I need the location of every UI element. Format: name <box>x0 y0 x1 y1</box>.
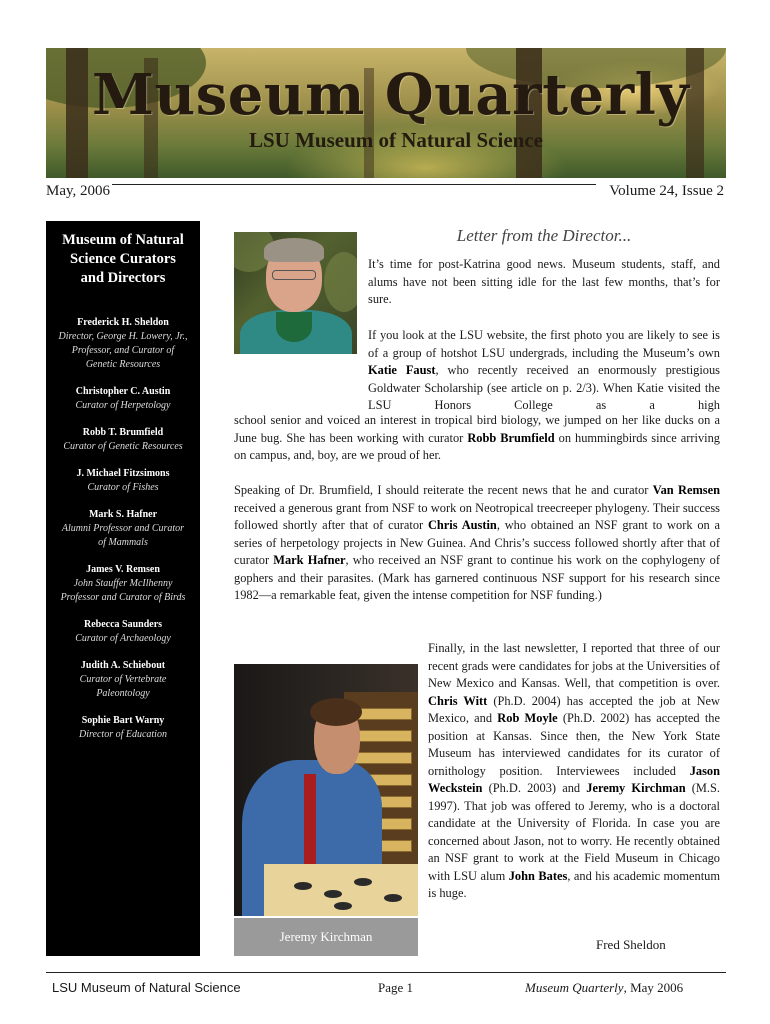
person-role: Curator of Fishes <box>87 482 159 493</box>
footer-publication: Museum Quarterly, May 2006 <box>525 980 684 995</box>
person-role: Curator of Archaeology <box>75 633 171 644</box>
sidebar-person <box>46 426 200 454</box>
sidebar-person <box>46 385 200 413</box>
photo-caption: Jeremy Kirchman <box>234 918 418 956</box>
page-number: Page 1 <box>378 980 414 995</box>
footer-divider <box>46 972 726 973</box>
highlight-name: Van Remsen <box>652 483 720 497</box>
highlight-name: Chris Witt <box>428 693 488 708</box>
letter-paragraph-1: It’s time for post-Katrina good news. Museum students, staff, and alums have not been sitting idle for the last few months, that’s for sure. <box>368 257 720 306</box>
letter-paragraph-2-continued: school senior and voiced an interest in tropical bird biology, we jumped on her like ducks on a June bug. She has been working with curator Robb Brumfield on hummingbirds since arriving on campus, and, boy, are we proud of her. <box>234 413 720 462</box>
sidebar-person <box>46 714 200 742</box>
letter-title: Letter from the Director... <box>456 226 632 245</box>
letter-paragraph-2: If you look at the LSU website, the first photo you are likely to see is of a group of hotshot LSU undergrads, including the Museum’s own Katie Faust, who recently received an enormously prestigious Goldwater Scholarship (see article on p. 2/3). When Katie visited the LSU Honors College as a high <box>368 328 720 412</box>
letter-signature: Fred Sheldon <box>596 937 666 952</box>
highlight-name: Mark Hafner <box>273 553 346 567</box>
header-divider <box>112 184 596 185</box>
person-role: Curator of Vertebrate Paleontology <box>79 674 167 699</box>
kirchman-photo <box>234 664 418 916</box>
person-name: Robb T. Brumfield <box>82 427 164 438</box>
curators-sidebar <box>46 221 200 956</box>
sidebar-person <box>46 563 200 605</box>
highlight-name: Katie Faust <box>368 363 436 377</box>
sidebar-person <box>46 659 200 701</box>
footer-organization: LSU Museum of Natural Science <box>52 980 241 995</box>
person-role: Curator of Herpetology <box>75 400 171 411</box>
sidebar-person <box>46 467 200 495</box>
issue-volume: Volume 24, Issue 2 <box>609 183 724 199</box>
sidebar-heading: Museum of Natural Science Curators and Directors <box>62 232 184 286</box>
highlight-name: Chris Austin <box>427 518 497 532</box>
highlight-name: Rob Moyle <box>497 711 558 725</box>
person-role: Alumni Professor and Curator of Mammals <box>61 523 185 548</box>
highlight-name: Jeremy Kirchman <box>586 781 686 795</box>
newsletter-subtitle: LSU Museum of Natural Science <box>249 128 543 152</box>
person-name: J. Michael Fitzsimons <box>76 468 170 479</box>
person-role: John Stauffer McIlhenny Professor and Curator of Birds <box>60 578 186 603</box>
person-name: James V. Remsen <box>86 564 160 575</box>
letter-paragraph-4: Finally, in the last newsletter, I reported that three of our recent grads were candidates for jobs at the Universities of New Mexico and Kansas. Well, that competition is over. Chris Witt (Ph.D. 2004) has accepted the job at New Mexico, and Rob Moyle (Ph.D. 2002) has accepted the position at Kansas. Since then, the New York State Museum has interviewed candidates for its curator of ornithology position. Interviewees included Jason Weckstein (Ph.D. 2003) and Jeremy Kirchman (M.S. 1997). That job was offered to Jeremy, who is a doctoral candidate at the University of Florida. In case you are concerned about Jason, not to worry. He recently obtained an NSF grant to work at the Field Museum in Chicago with LSU alum John Bates, and his academic momentum is huge. <box>428 641 721 900</box>
highlight-name: Jason Weckstein <box>428 763 720 795</box>
person-role: Curator of Genetic Resources <box>63 441 183 452</box>
director-photo <box>234 232 357 354</box>
person-role: Director of Education <box>79 729 167 740</box>
person-name: Judith A. Schiebout <box>80 660 166 671</box>
person-name: Mark S. Hafner <box>88 509 158 520</box>
sidebar-person <box>46 316 200 372</box>
newsletter-title: Museum Quarterly <box>92 62 690 128</box>
highlight-name: Robb Brumfield <box>467 430 555 445</box>
sidebar-person <box>46 618 200 646</box>
person-name: Frederick H. Sheldon <box>77 317 169 328</box>
issue-date: May, 2006 <box>46 183 111 199</box>
masthead-banner <box>46 48 726 178</box>
person-name: Christopher C. Austin <box>75 386 171 397</box>
person-name: Sophie Bart Warny <box>81 715 165 726</box>
person-name: Rebecca Saunders <box>83 619 163 630</box>
letter-paragraph-3: Speaking of Dr. Brumfield, I should reiterate the recent news that he and curator Van Remsen received a generous grant from NSF to work on Neotropical treecreeper phylogeny. Their success followed shortly after that of curator Chris Austin, who obtained an NSF grant to work on a series of herpetology projects in New Guinea. And Chris’s success followed shortly after that of curator Mark Hafner, who received an NSF grant to continue his work on the cophylogeny of gophers and their parasites. (Mark has garnered continuous NSF support for his research since 1982—a remarkable feat, given the intense competition for NSF funding.) <box>234 483 721 602</box>
sidebar-person <box>46 508 200 550</box>
person-role: Director, George H. Lowery, Jr., Professor, and Curator of Genetic Resources <box>58 331 188 370</box>
highlight-name: John Bates <box>508 868 568 883</box>
